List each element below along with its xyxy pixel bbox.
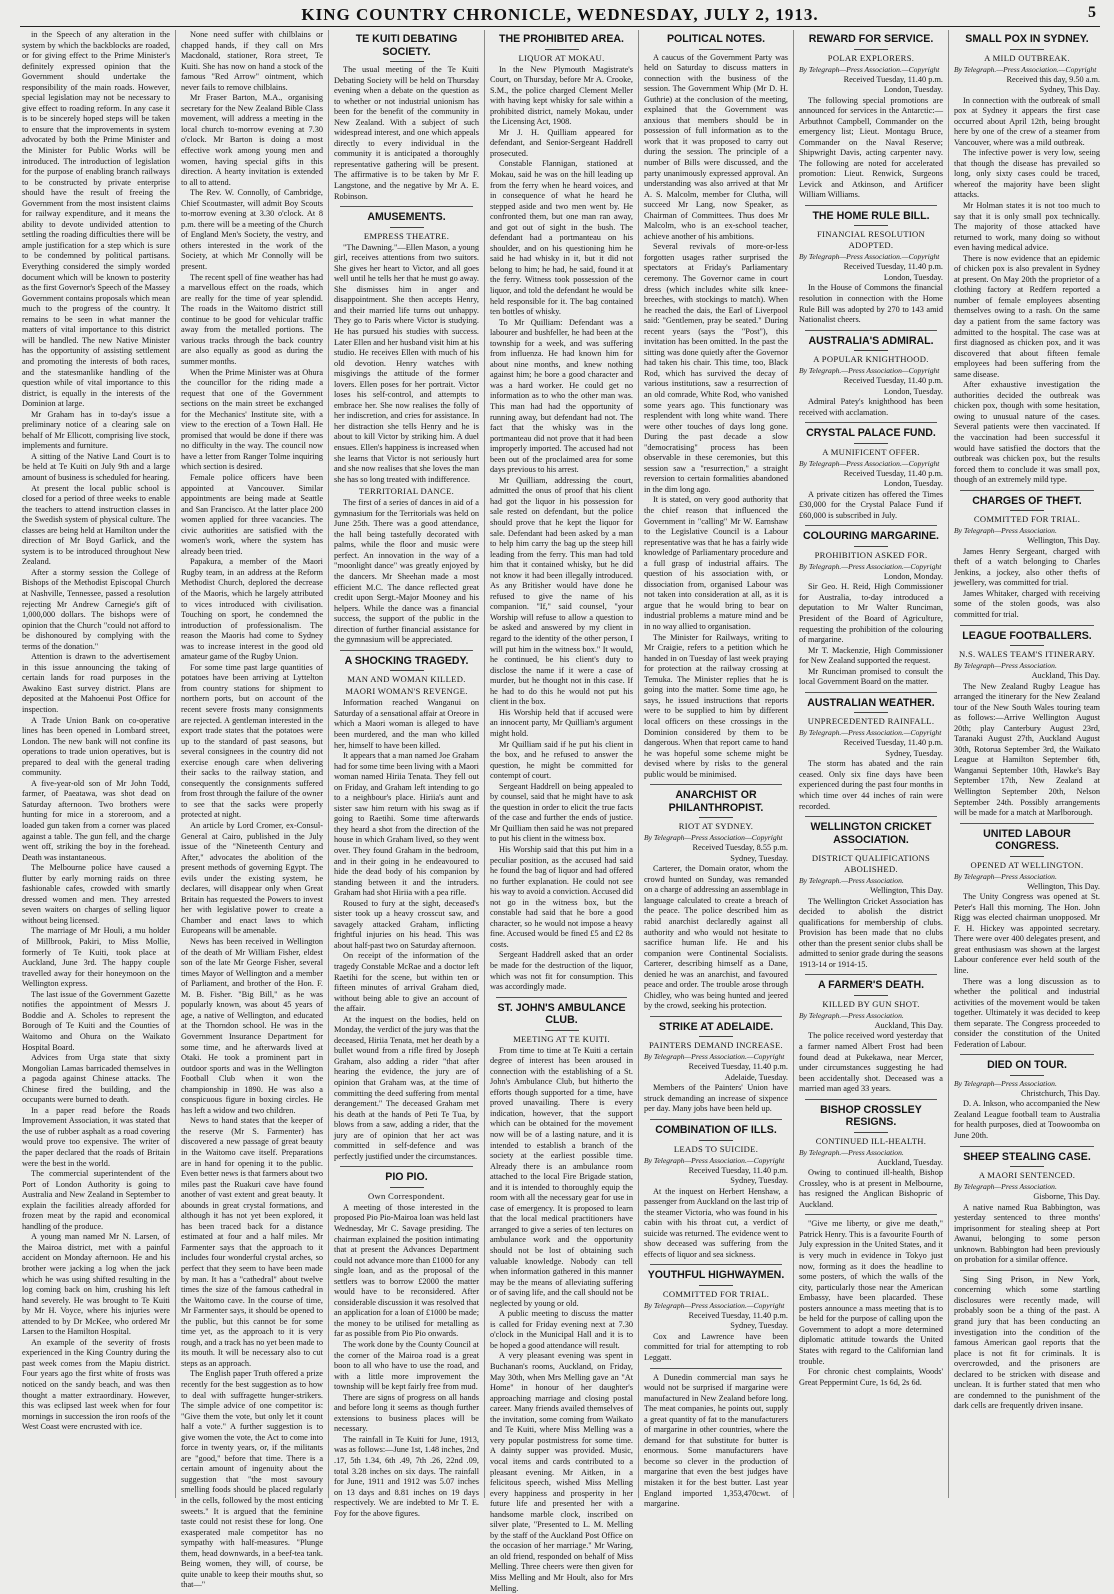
column-3 xyxy=(334,30,479,1518)
paragraph: At the inquest on Herbert Henshaw, a passenger from Auckland on the last trip of the steamer Victoria, who was found in his cabin with his throat cut, a verdict of suicide was returned. The evidence went to show deceased was suffering from the effects of liquor and sea sickness. xyxy=(644,1186,788,1259)
paragraph: Mr Quilliam said if he put his client in the box, and he refused to answer the question, he might be committed for contempt of court. xyxy=(490,739,633,781)
divider xyxy=(854,546,888,547)
paragraph: A meeting of those interested in the proposed Pio Pio-Mairoa loan was held last Wednesday, Mr C. Savage presiding. The chairman explained the position intimating that at present the Advances Department could not advance more than £1000 for any single loan, and as the proposal of the settlers was to borrow £2000 the matter would have to be reconsidered. After considerable discussion it was resolved that an application for a loan of £1000 be made; the money to be utilised for metalling as far as possible from Pio Pio onwards. xyxy=(334,1202,479,1339)
headline: REWARD FOR SERVICE. xyxy=(808,33,934,45)
paragraph: When the Prime Minister was at Ohura the councillor for the riding made a request that one of the Government sections on the main street be exchanged for the Mechanics' Institute site, with a view to the erection of a Town Hall. He promised that would be done if there was no difficulty in the way. The council now have a letter from Ranger Tolme inquiring which section is desired. xyxy=(181,367,323,472)
headline: WELLINGTON CRICKET ASSOCIATION. xyxy=(810,821,932,846)
paragraph: The following special promotions are announced for services in the Antarctic:—Arbuthnot Campbell, Commander on the emergency list; Lieut. Montagu Bruce, Commander on the Naval Reserve; Shipwright Davis, acting carpenter navy. The following are noted for accelerated promotion: Lieut. Renwick, Surgeons Levick and Atkinson, and Artificer William Williams. xyxy=(799,95,943,200)
paragraph: The last issue of the Government Gazette notifies the appointment of Messrs J. Boddie and A. Scholes to represent the Borough of Te Kuiti and the Counties of Waitomo and Ohura on the Waikato Hospital Board. xyxy=(22,989,170,1052)
divider xyxy=(390,61,424,62)
divider xyxy=(805,816,937,817)
dateline: Wellington, This Day. xyxy=(1027,881,1100,891)
paragraph: After a stormy session the College of Bishops of the Methodist Episcopal Church at Nashville, Tennessee, passed a resolution rejecting Mr Andrew Carnegie's gift of 1,000,000 dollars. The bishops were of opinion that the Church "could not afford to be dishonoured by complying with the terms of the donation." xyxy=(22,567,170,651)
divider xyxy=(960,1054,1094,1055)
received-line: Received Tuesday, 11.40 p.m. xyxy=(843,738,943,748)
paragraph: His Worship held that if accused were an innocent party, Mr Quilliam's argument might hold. xyxy=(490,707,633,738)
divider xyxy=(854,225,888,226)
divider xyxy=(1010,645,1044,646)
paragraph: The police received word yesterday that a farmer named Albert Frost had been found dead at Pukekawa, near Mercer, under circumstances suggesting he had been accidentally shot. Deceased was a married man aged 33 years. xyxy=(799,1031,943,1094)
paragraph: Attention is drawn to the advertisement in this issue announcing the taking of certain lands for road purposes in the Awakino East survey district. Plans are deposited at the Mahoenui Post Office for inspection. xyxy=(22,652,170,714)
paragraph: News to hand states that the keeper of the reserve (Mr S. Farmenter) has discovered a new passage of great beauty in the Waitomo cave itself. Preparations are in hand for opening it to the public. Even better news is that farmers about two miles past the Ruakuri cave have found another of vast extent and great beauty. It abounds in great crystal formations, and although it has not yet been explored, it has been traced back for a distance estimated at four and a half miles. Mr Farmenter says that the approach to it includes four wonderful crystal arches, so perfect that they seem to have been made by man. It has a "cathedral" about twelve times the size of the famous cathedral in the Waitomo cave. In the course of time, Mr Farmenter says, it should be opened to the public, but this cannot be for some time yet, as the approach to it is very rough, and a track has no yet been made to its mouth. It will be necessary also to cut steps as an approach. xyxy=(181,1116,323,1368)
byline: By Telegraph—Press Association—Copyright xyxy=(644,833,783,843)
paragraph: None need suffer with chilblains or chapped hands, if they call on Mrs Macdonald, stationer, Rora street, Te Kuiti. She has now on hand a stock of the famous "Red Arrow" ointment, which never fails to remove chilblains. xyxy=(181,30,323,92)
paragraph: A Trade Union Bank on co-operative lines has been opened in Lombard street, London. The new bank will not confine its operations to trade union operatives, but is prepared to deal with the general trading community. xyxy=(22,715,170,778)
paragraph: At present the local public school is closed for a period of three weeks to enable the teachers to attend instruction classes in the Swedish system of physical culture. The classes are being held at Hamilton under the direction of Mr Boyd Garlick, and the system is to be introduced throughout New Zealand. xyxy=(22,483,170,567)
masthead-title: KING COUNTRY CHRONICLE, WEDNESDAY, JULY 2, 1913. xyxy=(301,5,819,24)
byline: By Telegraph—Press Association.—Copyright xyxy=(644,1300,785,1310)
column-4 xyxy=(490,30,633,1593)
byline: By Telegraph.—Press Association.—Copyright xyxy=(799,728,942,738)
subheadline: MAORI WOMAN'S REVENGE. xyxy=(345,686,468,697)
headline: AUSTRALIAN WEATHER. xyxy=(807,696,935,709)
paragraph: The recent spell of fine weather has had a marvellous effect on the roads, which are really for the time of year splendid. The roads in the Waitomo district still continue to be good for vehicular traffic away from the metalled portions. The various tracks through the back country are also equally as good as during the summer months. xyxy=(181,272,323,366)
divider xyxy=(854,849,888,850)
dateline: Auckland, This Day. xyxy=(874,1020,943,1030)
paragraph: The storm has abated and the rain ceased. Only six fine days have been experienced during the past four months in which time over 44 inches of rain were recorded. xyxy=(799,759,943,811)
byline: By Telegraph—Press Association. xyxy=(954,1078,1057,1088)
dateline: London, Tuesday. xyxy=(883,479,943,489)
dateline: Sydney, Tuesday. xyxy=(730,1176,788,1186)
dateline: Sydney, Tuesday. xyxy=(730,1321,788,1331)
paragraph: Mr Graham has in to-day's issue a preliminary notice of a clearing sale on behalf of Mr Ellicott, comprising live stock, implements and furniture. xyxy=(22,409,170,451)
headline: SHEEP STEALING CASE. xyxy=(963,1150,1091,1163)
subheadline: RIOT AT SYDNEY. xyxy=(678,821,754,832)
subheadline: MAN AND WOMAN KILLED. xyxy=(347,674,466,685)
subheadline: KILLED BY GUN SHOT. xyxy=(822,998,920,1009)
dateline: London, Tuesday. xyxy=(883,85,943,94)
paragraph: His Worship said that this put him in a peculiar position, as the accused had said he found the bag of liquor and had offered no further explanation. He could not see his way to avoid a conviction. Accused did not go in the witness box, but the constable had said that he bore a good character, so he would not impose a heavy fine. Accused would be fined £5 and £2 8s costs. xyxy=(490,844,633,949)
dateline: Auckland, Tuesday. xyxy=(877,1157,943,1167)
subheadline: OPENED AT WELLINGTON. xyxy=(970,859,1084,870)
paragraph: For chronic chest complaints, Woods' Great Peppermint Cure, 1s 6d, 2s 6d. xyxy=(799,1367,943,1387)
dateline: Adelaide, Tuesday. xyxy=(724,1072,788,1082)
paragraph: Papakura, a member of the Maori Rugby team, in an address at the Reform Methodist Church, deplored the decrease of the Maoris, which he largely attributed to vices introduced with civilisation. Touching on sport, he condemned the introduction of professionalism. The reason the Maoris had come to Sydney was to increase interest in the good old amateur game of the Rugby Union. xyxy=(181,557,323,662)
divider xyxy=(805,1099,937,1100)
headline: DIED ON TOUR. xyxy=(987,1059,1067,1072)
headline: COLOURING MARGARINE. xyxy=(803,530,939,543)
byline: By Telegraph.—Press Association—Copyright xyxy=(799,366,940,376)
divider xyxy=(390,670,424,671)
paragraph: In a paper read before the Roads Improvement Association, it was stated that the use of rubber asphalt as a road covering would prove too expensive. The writer of the paper declared that the roads of Britain were the best in the world. xyxy=(22,1105,170,1168)
subheadline: MEETING AT TE KUITI. xyxy=(513,1033,610,1044)
paragraph: A private citizen has offered the Times £30,000 for the Crystal Palace Fund if £60,000 is subscribed in July. xyxy=(799,489,943,520)
byline: By Telegraph.—Press Association. xyxy=(799,876,904,886)
divider xyxy=(1010,1075,1044,1076)
subheadline: PROHIBITION ASKED FOR. xyxy=(814,549,928,560)
divider xyxy=(699,1036,733,1037)
byline: By Telegraph.—Press Association. xyxy=(799,1010,904,1020)
headline: UNITED LABOUR CONGRESS. xyxy=(983,827,1071,853)
subheadline: POLAR EXPLORERS. xyxy=(827,52,915,63)
divider xyxy=(340,650,473,651)
divider xyxy=(1010,1166,1044,1167)
divider xyxy=(699,1285,733,1286)
paragraph: Carterer, the Domain orator, whom the crowd hunted on Sunday, was remanded on a charge of addressing an assemblage in language calculated to create a breach of the peace. The police described him as rabid anarchist declaredly against all authority and who would not hesitate to sacrifice human life. He and his companion were Continental Socialists. Carterer, describing himself as a Dane, denied he was an anarchist, and favoured peace and order. The trouble arose through Chidley, who was being hunted and jeered by the crowd, seeking his protection. xyxy=(644,864,788,1011)
paragraph: In connection with the outbreak of small pox at Sydney it appears the first case occurred about April 12th, being brought here by one of the crew of a steamer from Vancouver, where was a mild outbreak. xyxy=(954,95,1100,147)
paragraph: An article by Lord Cromer, ex-Consul-General at Cairo, published in the July issue of the "Nineteenth Century and After," advocates the abolition of the present methods of governing Egypt. The evils under the existing system, he declares, will disappear only when Great Britain has requested the Powers to invest her with legislative power to create a Chamber and enact laws to which Europeans will be amenable. xyxy=(181,821,323,936)
byline: By Telegraph—Press Association. xyxy=(954,526,1057,536)
byline: By Telegraph—Press Association.—Copyright xyxy=(644,1052,785,1062)
dateline: Sydney, Tuesday. xyxy=(730,853,788,863)
paragraph: The Unity Congress was opened at St. Peter's Hall this morning. The Hon. John Rigg was elected chairman unopposed. Mr F. H. Hickey was appointed secretary. There were over 400 delegates present, and great enthusiasm was shown at the largest Labour conference ever held south of the line. xyxy=(954,892,1100,975)
paragraph: There are signs of progress on all hands and before long it seems as though further extensions to business places will be necessary. xyxy=(334,1392,479,1434)
paragraph: An example of the severity of frosts experienced in the King Country during the past week comes from the Mapiu district. Four years ago the first white of frosts was noticed on the sandy beach, and was then thought a matter extraordinary. However, this was eclipsed last week when for four mornings in succession the iron roofs of the West Coast were encrusted with ice. xyxy=(22,1337,170,1432)
paragraph: News has been received in Wellington of the death of Mr William Fisher, eldest son of the late Mr George Fisher, several times Mayor of Wellington and a member of Parliament, and brother of the Hon. F. M. B. Fisher. "Big Bill," as he was popularly known, was about 45 years of age, a native of Wellington, and educated at the Thorndon school. He was in the Government Insurance Department for some time, and he afterwards lived at Otaki. He took a prominent part in outdoor sports and was in the Wellington Football Club when it won the championship in 1890. He was also a conspicuous figure in boxing circles. He has left a widow and two children. xyxy=(181,937,323,1115)
divider xyxy=(805,422,937,423)
paragraph: The marriage of Mr Houli, a mu holder of Millbrook, Pakiri, to Miss Mollie, formerly of Te Kuiti, took place at Auckland, June 3rd. The happy couple travelled away for their honeymoon on the Wellington express. xyxy=(22,926,170,989)
divider xyxy=(390,227,424,228)
divider xyxy=(960,625,1094,626)
dateline: London, Tuesday. xyxy=(883,386,943,396)
divider xyxy=(545,1030,579,1031)
subheadline: A MUNIFICENT OFFER. xyxy=(822,446,920,457)
paragraph: The commercial superintendent of the Port of London Authority is going to Australia and New Zealand in September to explain the facilities already afforded for frozen meat by the rapid and economical handling of the produce. xyxy=(22,1169,170,1231)
subheadline: EMPRESS THEATRE. xyxy=(363,230,450,241)
divider xyxy=(854,712,888,713)
paragraph: To Mr Quilliam: Defendant was a labourer and bushfeller, he had been at the township for a week, and was suffering from influenza. He had known him for about nine months, and knew nothing against him; he bore a good character and was a hard worker. He could get no information as to who the other man was. This man had had the opportunity of running away, but defendant had not. The fact that the whisky was in the portmanteau did not prove that it had been improperly imported. The accused had not been out of the proclaimed area for some days previous to his arrest. xyxy=(490,317,633,475)
headline: POLITICAL NOTES. xyxy=(666,33,766,45)
divider xyxy=(805,525,937,526)
paragraph: A five-year-old son of Mr John Todd, farmer, of Paeatawa, was shot dead on Saturday afternoon. Two brothers were hunting for mice in a storeroom, and a loaded gun taken from a corner was placed against a table. The gun fell, and the charge went off, striking the boy in the forehead. Death was instantaneous. xyxy=(22,778,170,862)
paragraph: "The Dawning."—Ellen Mason, a young girl, receives attentions from two suitors. She gives her heart to Victor, and all goes well until he tells her that he must go away. She dismisses him in anger and disappointment. She then accepts Henry, and their married life turns out unhappy. They go to Paris where Victor is studying. He has pursued his studies with success. Later Ellen and her husband visit him at his studio. He receives Ellen with much of his old devotion. Henry watches with misgivings the attitude of the former lovers. Ellen poses for her portrait. Victor loses his self-control, and attempts to embrace her. She now realises the folly of her indiscretion, and cries for assistance. In her distraction she tells Henry and he is about to kill Victor by striking him. A duel ensues. Ellen's happiness is increased when she learns that Victor is not seriously hurt and she now realises that she loves the man she has so long treated with indifference. xyxy=(334,242,479,484)
byline: By Telegraph—Press Association. xyxy=(954,1182,1057,1192)
dateline: Sydney, Tuesday. xyxy=(885,748,943,758)
paragraph: The rainfall in Te Kuiti for June, 1913, was as follows:—June 1st, 1.48 inches, 2nd .17, 5th 1.34, 6th .49, 7th .26, 22nd .09, total 3.28 inches on six days. The rainfall for June, 1911 and 1912 was 5.07 inches on 13 days and 8.81 inches on 19 days respectively. We are indebted to Mr T. E. Foy for the above figures. xyxy=(334,1434,479,1518)
subheadline: N.S. WALES TEAM'S ITINERARY. xyxy=(958,649,1095,660)
subheadline: DISTRICT QUALIFICATIONS ABOLISHED. xyxy=(811,853,931,875)
paragraph: It is stated, on very good authority that the chief reason that influenced the Government in "calling" Mr W. Earnshaw to the Legislative Council is a Labour representative was that he has a fairly wide knowledge of Parliamentary procedure and a full grasp of industrial affairs. The question of his association with, or dissociation from, organised Labour was not taken into consideration at all, as it is argue that he would bring to bear on industrial problems a mature mind and be in no way allied to organisation. xyxy=(644,495,788,632)
subheadline: PAINTERS DEMAND INCREASE. xyxy=(649,1040,783,1051)
headline: LEAGUE FOOTBALLERS. xyxy=(962,629,1092,642)
subheadline: COMMITTED FOR TRIAL. xyxy=(662,1288,770,1299)
paragraph: The Melbourne police have caused a flutter by early morning raids on three fashionable cafes, crowded with smartly dressed women and men. They arrested seven waiters on charges of selling liquor without being licensed. xyxy=(22,863,170,925)
paragraph: "Give me liberty, or give me death," Patrick Henry. This is a favourite Fourth of July expression in the United States, and it is very much in evidence in Tokyo just now, forming as it does the headline to some posters, of which the walls of the city, particularly those near the American Embassy, have been placarded. These posters announce a mass meeting that is to be held for the purpose of calling upon the Government to adopt a more determined diplomatic attitude towards the United States with regard to the Californian land trouble. xyxy=(799,1219,943,1366)
paragraph: A native named Rua Babbington, was yesterday sentenced to three months' imprisonment for stealing sheep at Port Awanui, belonging to some person unknown. Babbington had been previously on probation for a similar offence. xyxy=(954,1202,1100,1265)
headline: SMALL POX IN SYDNEY. xyxy=(965,33,1089,45)
headline: AUSTRALIA'S ADMIRAL. xyxy=(808,334,934,347)
paragraph: James Whitaker, charged with receiving some of the stolen goods, was also committed for trial. xyxy=(954,588,1100,620)
column-rule xyxy=(793,30,794,1498)
column-5 xyxy=(644,30,788,1509)
paragraph: For some time past large quantities of potatoes have been arriving at Lyttelton from country stations for shipment to northern ports, but on account of the recent severe frosts many consignments are rejected. A gentleman interested in the export trade states that the potatoes were up to the standard of past seasons, but several consignees in the country did not exercise enough care when delivering their sacks to the railway station, and consequently the consignments suffered from frost through the failure of the owner to see that the sacks were properly protected at night. xyxy=(181,662,323,820)
received-line: Received Tuesday, 8.55 p.m. xyxy=(692,843,788,853)
divider xyxy=(854,1132,888,1133)
paragraph: James Henry Sergeant, charged with theft of a watch belonging to Charles Jenkins, a jockey, also other thefts of jewellery, was committed for trial. xyxy=(954,546,1100,588)
divider xyxy=(805,330,937,331)
headline: STRIKE AT ADELAIDE. xyxy=(658,1020,774,1033)
divider xyxy=(854,995,888,996)
divider xyxy=(1010,510,1044,511)
headline: A SHOCKING TRAGEDY. xyxy=(344,654,469,667)
masthead xyxy=(20,4,1100,27)
divider xyxy=(854,49,888,50)
received-line: Received Tuesday, 11.40 p.m. xyxy=(843,468,943,478)
dateline: London, Monday. xyxy=(883,571,943,581)
received-line: Received Tuesday, 11.40 p.m. xyxy=(843,262,943,272)
paragraph: In the House of Commons the financial resolution in connection with the Home Rule Bill was adopted by 270 to 143 amid Nationalist cheers. xyxy=(799,283,943,325)
divider xyxy=(854,350,888,351)
paragraph: Cox and Lawrence have been committed for trial for attempting to rob Leggatt. xyxy=(644,1331,788,1362)
column-1 xyxy=(22,30,170,1498)
column-rule xyxy=(484,30,485,1498)
paragraph: After exhaustive investigation the authorities decided the outbreak was chicken pox, though with some hesitation, owing to unusual nature of the cases. Several patients were then vaccinated. If the vaccination had been successful it would have satisfied the doctors that the outbreak was chicken pox, but the results forced them to conclude it was small pox, though of an extremely mild type. xyxy=(954,380,1100,485)
subheadline: A MILD OUTBREAK. xyxy=(984,52,1070,63)
divider xyxy=(390,1187,424,1188)
divider xyxy=(699,1140,733,1141)
headline: THE PROHIBITED AREA. xyxy=(499,33,624,45)
paragraph: A caucus of the Government Party was held on Saturday to discuss matters in connection with the business of the session. The Government Whip (Mr D. H. Guthrie) at the conclusion of the meeting, explained that the Government was anxious that members should be in possession of full information as to the work that it was proposed to carry out during the session. The principle of a number of Bills were discussed, and the party unanimously expressed approval. An understanding was also arrived at that Mr A. S. Malcolm, member for Clutha, will succeed Mr Lang, now Speaker, as Chairman of Committees. Thus does Mr Malcolm, who is an ex-school teacher, achieve another of his ambitions. xyxy=(644,52,788,241)
headline: BISHOP CROSSLEY RESIGNS. xyxy=(820,1103,922,1129)
dateline: Wellington, This Day. xyxy=(870,886,943,896)
divider xyxy=(960,1146,1094,1147)
paragraph: in the Speech of any alteration in the system by which the backblocks are roaded, or for giving effect to the Prime Minister's definitely expressed opinion that the Government should undertake the responsibility of the main roads. However, special legislation may not be necessary to give effect to roading reform. In any case it is to be sincerely hoped steps will be taken to ensure that the improvements in system advocated by both the Prime Minister and the Minister for Public Works will be introduced. The introduction of legislation for the purpose of enabling branch railways to be constructed by private enterprise should have the result of freeing the Government from the most insistent claims for railway expenditure, and it means the ability to devote undivided attention to settling the roading difficulties there will be ample justification for a step which is sure to be condemned by political partisans. Everything considered the simply worded document which will be known to posterity as the first Governor's Speech of the Massey Government contains proposals which mean much to the progress of the country. It remains to be seen in what manner the matters of vital importance to this district will be handled. The new Native Minister has the opportunity of assisting settlement and promoting the interests of both races, and the statesmanlike handling of the question while of vital importance to this district, is equally in the interests of the Dominion at large. xyxy=(22,30,170,409)
byline: By Telegraph—Press Association. xyxy=(954,661,1057,671)
headline: AMUSEMENTS. xyxy=(367,211,446,224)
headline: YOUTHFUL HIGHWAYMEN. xyxy=(647,1269,785,1282)
paragraph: A sitting of the Native Land Court is to be held at Te Kuiti on July 9th and a large amount of business is scheduled for hearing. xyxy=(22,451,170,482)
headline: THE HOME RULE BILL. xyxy=(812,209,930,222)
divider xyxy=(1010,856,1044,857)
column-rule xyxy=(638,30,639,1498)
divider xyxy=(650,1119,782,1120)
subheadline: LEADS TO SUICIDE. xyxy=(673,1143,759,1154)
paragraph: A young man named Mr N. Larsen, of the Mairoa district, met with a painful accident on Monday afternoon. He and his brother were jacking a log when the jack which he was using shifted resulting in the log coming back on him, crushing his left hand severely. He was brought to Te Kuiti by Mr H. Voyce, where his injuries were attended to by Dr McKee, who ordered Mr Larsen to the Hamilton Hospital. xyxy=(22,1232,170,1337)
subheadline: TERRITORIAL DANCE. xyxy=(358,486,455,497)
paragraph: Mr J. H. Quilliam appeared for defendant, and Senior-Sergeant Haddrell prosecuted. xyxy=(490,127,633,158)
paragraph: There was a long discussion as to whether the political and industrial activities of the movement would be taken together. Ultimately it was decided to keep them separate. The Congress proceeded to consider the constitution of the United Federation of Labour. xyxy=(954,976,1100,1049)
subheadline: CONTINUED ILL-HEALTH. xyxy=(815,1135,927,1146)
column-2 xyxy=(181,30,323,1590)
paragraph: The Rev. W. Connolly, of Cambridge, Chief Scoutmaster, will admit Boy Scouts to-morrow evening at 3.30 o'clock. At 8 p.m. there will be a meeting of the Church of England Men's Society, the vestry, and others interested in the work of the Society, at which Mr Connolly will be present. xyxy=(181,188,323,272)
paragraph: The English paper Truth offered a prize recently for the best suggestion as to how to deal with suffragette hunger-strikers. The simple advice of one competitor is: "Give them the vote, but only let it count half a vote." A further suggestion is to give women the vote, the Act to come into force in twenty years, or, if the militants are "good," before that time. There is a certain amount of ingenuity about the suggestion that "the most savoury smelling foods should be placed regularly in the cells, followed by the most enticing sweets." It is argued that the feminine taste could not resist these for long. One exasperated male competitor has no sympathy with half-measures. "Plunge them, head downwards, in a beef-tea tank. Being women, they will, of course, be quite unable to keep their mouths shut, so that—" xyxy=(181,1369,323,1590)
paragraph: Members of the Painters' Union have struck demanding an increase of sixpence per day. Many jobs have been held up. xyxy=(644,1083,788,1114)
paragraph: D. A. Inkson, who accompanied the New Zealand League football team to Australia for health purposes, died at Toowoomba on June 20th. xyxy=(954,1099,1100,1141)
subheadline: A POPULAR KNIGHTHOOD. xyxy=(813,354,929,365)
paragraph: At the inquest on the bodies, held on Monday, the verdict of the jury was that the deceased, Hiriia Tenata, met her death by a bullet wound from a rifle fired by Joseph Graham, also adding a rider "that after hearing the evidence, the jury are of opinion that Graham was, at the time of committing the deed suffering from mental derangement." The deceased Graham met his death at the hands of Peti Te Tua, by blows from a saw, adding a rider, that the jury are of opinion that her act was committed in self-defence and was perfectly justified under the circumstances. xyxy=(334,1014,479,1161)
divider xyxy=(960,1270,1094,1271)
column-rule xyxy=(175,30,176,1498)
divider xyxy=(805,692,937,693)
divider xyxy=(805,1214,937,1215)
subheadline: LIQUOR AT MOKAU. xyxy=(518,52,605,63)
paragraph: Owing to continued ill-health, Bishop Crossley, who is at present in Melbourne, has resigned the Anglican Bishopric of Auckland. xyxy=(799,1168,943,1209)
paragraph: Sergeant Haddrell asked that an order be made for the destruction of the liquor, which was not fit for consumption. This was accordingly made. xyxy=(490,950,633,992)
divider xyxy=(805,205,937,206)
page-number: 5 xyxy=(1088,4,1096,21)
subheadline: Own Correspondent. xyxy=(367,1190,445,1201)
headline: PIO PIO. xyxy=(385,1171,428,1184)
divider xyxy=(340,1166,473,1167)
headline: TE KUITI DEBATING SOCIETY. xyxy=(355,33,458,58)
paragraph: Mr Runciman promised to consult the local Government Board on the matter. xyxy=(799,666,943,687)
paragraph: Roused to fury at the sight, deceased's sister took up a heavy crosscut saw, and savagely attacked Graham, inflicting frightful injuries on his head. This was about half-past two on Saturday afternoon. xyxy=(334,898,479,950)
subheadline: UNPRECEDENTED RAINFALL. xyxy=(807,716,935,727)
received-line: Received this day, 9.50 a.m. xyxy=(1006,74,1100,84)
divider xyxy=(496,997,627,998)
column-7 xyxy=(954,30,1100,1498)
dateline: Gisborne, This Day. xyxy=(1033,1192,1100,1202)
headline: ST. JOHN'S AMBULANCE CLUB. xyxy=(497,1001,626,1027)
byline: By Telegraph—Press Association.—Copyright xyxy=(799,458,940,468)
byline: By Telegraph—Press Association.—Copyright xyxy=(644,1155,785,1165)
paragraph: A public meeting to discuss the matter is called for Friday evening next at 7.30 o'clock in the Municipal Hall and it is to be hoped a good attendance will result. xyxy=(490,1309,633,1350)
paragraph: Sergeant Haddrell on being appealed to by counsel, said that he might have to ask the question in order to elicit the true facts of the case and further the ends of justice. Mr Quilliam then said he was not prepared to put his client in the witness box. xyxy=(490,781,633,844)
divider xyxy=(545,49,579,50)
dateline: Christchurch, This Day. xyxy=(1020,1088,1100,1098)
paragraph: There is now evidence that an epidemic of chicken pox is also prevalent in Sydney at present. On May 20th the proprietor of a clothing factory at Redfern reported a number of female employees absenting themselves owing to a rash. On the same day a patient from the same factory was admitted to the hospital. The case was at first diagnosed as chicken pox, and it was discovered that about fifteen female employees had been suffering from the same disease. xyxy=(954,253,1100,379)
received-line: Received Tuesday, 11.40 p.m. xyxy=(688,1310,788,1320)
divider xyxy=(805,974,937,975)
dateline: London, Tuesday. xyxy=(883,272,943,282)
byline: By Telegraph.—Press Association. xyxy=(799,1147,904,1157)
headline: CHARGES OF THEFT. xyxy=(972,494,1082,507)
paragraph: Information reached Wanganui on Saturday of a sensational affair at Oreore in which a Maori woman is alleged to have been murdered, and the man who killed her, himself to have been killed. xyxy=(334,698,479,750)
paragraph: A Dunedin commercial man says he would not be surprised if margarine were manufactured in New Zealand before long. The meat companies, he points out, supply a great quantity of fat to the manufacturers of margarine in other countries, where the demand for that substitute for butter is enormous. Some manufacturers have become so clever in the production of margarine that even the best judges have mistaken it for the best butter. Last year England imported 1,353,470cwt. of margarine. xyxy=(644,1372,788,1509)
column-rule xyxy=(948,30,949,1498)
dateline: Auckland, This Day. xyxy=(1031,671,1100,681)
dateline: Sydney, This Day. xyxy=(1039,85,1100,94)
divider xyxy=(650,1264,782,1265)
paragraph: Mr T. Mackenzie, High Commissioner for New Zealand supported the request. xyxy=(799,645,943,666)
received-line: Received Tuesday, 11.40 p.m. xyxy=(843,376,943,386)
byline: By Telegraph—Press Association. xyxy=(954,871,1057,881)
paragraph: Sir Geo. H. Reid, High Commissioner for Australia, to-day introduced a deputation to Mr Walter Runciman, President of the Board of Agriculture, requesting the prohibition of the colouring of margarine. xyxy=(799,582,943,645)
divider xyxy=(650,1016,782,1017)
byline: By Telegraph.—Press Association.—Copyright xyxy=(954,64,1097,74)
paragraph: Mr Quilliam, addressing the court, admitted the onus of proof that his client had got the liquor in his possession for sale rested on defendant, but the police should prove that he kept the liquor for sale. Defendant had been asked by a man to help him carry the bag up the steep hill leading from the ferry. This man had told him that it contained whisky, but he did not know it had been illegally introduced. As any Britisher would have done he refused to give the name of his companion. "If," said counsel, "your Worship will refuse to allow a question to be asked and answered by my client in regard to the identity of the other person, I will put him in the witness box." It would, he continued, be his client's duty to disclose the name if it were a case of murder, but he thought not in this case. If he had to do this he would not put his client in the box. xyxy=(490,475,633,707)
paragraph: From time to time at Te Kuiti a certain degree of interest has been aroused in connection with the establishing of a St. John's Ambulance Club, but hitherto the efforts though supported for a time, have proved unavailing. There is every indication, however, that the support which can be obtained for the movement now will be of a lasting nature, and it is intended to establish a branch of the society at the earliest possible time. Already there is an ambulance room attached to the local Fire Brigade station, and it is intended to thoroughly equip the room with all the necessary gear for use in case of emergency. It is proposed to learn that the local medical practitioners have arranged to give a series of ten lectures on ambulance work and the opportunity should not be lost of obtaining such valuable knowledge. Nobody can tell when information gathered in this manner may be the means of alleviating suffering or of saving life, and the call should not be neglected by young or old. xyxy=(490,1045,633,1308)
headline: COMBINATION OF ILLS. xyxy=(655,1124,777,1137)
paragraph: Mr Holman states it is not too much to say that it is only small pox technically. The majority of those attacked have returned to work, many doing so without even having medical advice. xyxy=(954,200,1100,253)
divider xyxy=(699,49,733,50)
subheadline: COMMITTED FOR TRIAL. xyxy=(973,514,1081,525)
divider xyxy=(960,490,1094,491)
paragraph: Constable Flannigan, stationed at Mokau, said he was on the hill leading up from the ferry when he heard voices, and in consequence of what he heard he stepped aside and two men went by. He confronted them, but one man ran away, and got out of sight in the bush. The defendant had a portmanteau on his shoulder, and on his questioning him he said he had whisky in it, but it did not belong to him; he had, he said, found it at the ferry. Witness took possession of the liquor, and told the defendant he would be held responsible for it. The bag contained ten bottles of whisky. xyxy=(490,159,633,317)
headline: ANARCHIST OR PHILANTHROPIST. xyxy=(668,789,764,814)
divider xyxy=(699,817,733,818)
paragraph: Advices from Urga state that sixty Mongolian Lamas barricaded themselves in a pagoda against Chinese attacks. The Chinese fired the building, and the occupants were burned to death. xyxy=(22,1053,170,1105)
paragraph: Admiral Patey's knighthood has been received with acclamation. xyxy=(799,397,943,417)
paragraph: The work done by the County Council at the corner of the Mairoa road is a great boon to all who have to use the road, and with a little more improvement the township will be kept fairly free from mud. xyxy=(334,1340,479,1392)
paragraph: Female police officers have been appointed at Vancouver. Similar appointments are being made at Seattle and San Francisco. At the latter place 200 women applied for three vacancies. The civic authorities are satisfied with the women's work, where the system has already been tried. xyxy=(181,472,323,556)
divider xyxy=(650,784,782,785)
received-line: Received Tuesday, 11.40 p.m. xyxy=(688,1165,788,1175)
headline: A FARMER'S DEATH. xyxy=(817,979,925,992)
paragraph: Several revivals of more-or-less forgotten usages rather surprised the spectators at Friday's Parliamentary ceremony. The Governor came in court dress (which includes white silk knee-breeches, with stockings to match). When he reached the dais, the Earl of Liverpool said: "Gentlemen, pray be seated." During recent years (says the "Post"), this invitation has been omitted. In the past the sitting was done quietly after the Governor had taken his chair. This time, too, Black Rod, which has survived the decay of various institutions, saw a resurrection of an old comrade, White Rod, who vanished some years ago. This functionary was resplendent with long white wand. There were other touches of days long gone. During the past decade a slow "democratising" process has been observable in these ceremonies, but this session saw a "resurrection," a straight reversion to certain formalities abandoned in the dim long ago. xyxy=(644,242,788,494)
divider xyxy=(1010,49,1044,50)
paragraph: The Minister for Railways, writing to Mr Craigie, refers to a petition which he handed in on Tuesday of last week praying for protection at the railway crossing at Temuka. The Minister replies that he is going into the matter. Some time ago, he says, he issued instructions that reports were to be supplied to him by different local officers on these crossings in the Dominion considered by them to be dangerous. When that report came to hand he was hopeful some scheme might be devised where by risks to the general public would be minimised. xyxy=(644,632,788,779)
divider xyxy=(650,1368,782,1369)
received-line: Received Tuesday, 11.40 p.m. xyxy=(688,1062,788,1072)
dateline: Wellington, This Day. xyxy=(1027,536,1100,546)
paragraph: The infective power is very low, seeing that though the disease has prevailed so long, only sixty cases could be traced, whereof the majority have been slight attacks. xyxy=(954,148,1100,200)
paragraph: The first of a series of dances in aid of a gymnasium for the Territorials was held on June 25th. There was a good attendance, the hall being tastefully decorated with palms, while the floor and music were perfect. An innovation in the way of a "moonlight dance" was greatly enjoyed by the dancers. Mr Sheehan made a most efficient M.C. The dance reflected great credit upon Sergt.-Major Mooney and his helpers. While the dance was a financial success, the support of the public in the direction of further financial assistance for the gymnasium will be appreciated. xyxy=(334,498,479,645)
paragraph: Sing Sing Prison, in New York, concerning which some startling disclosures were recently made, will probably soon be a thing of the past. A grand jury that has been conducting an investigation into the condition of the famous American gaol reports that the place is not fit for criminals. It is overcrowded, and the prisoners are declared to be stricken with disease and unclean. It is further stated that men who are condemned to the punishment of the dark cells are frequently driven insane. xyxy=(954,1274,1100,1411)
paragraph: The usual meeting of the Te Kuiti Debating Society will be held on Thursday evening when a debate on the question as to whether or not industrial unionism has been for the benefit of the community in New Zealand. With a subject of such widespread interest, and one which appeals directly to every individual in the community it is anticipated a thoroughly representative gathering will be present. The affirmative is to be taken by Mr F. Langstone, and the negative by Mr A. E. Robinson. xyxy=(334,65,479,201)
byline: By Telegraph.—Press Association.—Copyright xyxy=(799,561,942,571)
column-6 xyxy=(799,30,943,1498)
subheadline: FINANCIAL RESOLUTION ADOPTED. xyxy=(816,229,926,251)
paragraph: In the New Plymouth Magistrate's Court, on Thursday, before Mr A. Crooke, S.M., the police charged Clement Meller with having kept whisky for sale within a prohibited district, namely Mokau, under the Licensing Act, 1908. xyxy=(490,64,633,127)
paragraph: The Wellington Cricket Association has decided to abolish the district qualifications for membership of clubs. Provision has been made that no clubs other than the present senior clubs shall be admitted to senior grade during the seasons 1913-14 or 1914-15. xyxy=(799,896,943,969)
subheadline: A MAORI SENTENCED. xyxy=(978,1170,1076,1181)
received-line: Received Tuesday, 11.40 p.m. xyxy=(843,74,943,84)
column-rule xyxy=(328,30,329,1498)
byline: By Telegraph—Press Association.—Copyright xyxy=(799,252,940,262)
paragraph: On receipt of the information of the tragedy Constable McRae and a doctor left Raetihi for the scene, but within ten or fifteen minutes of arrival Graham died, without being able to give an account of the affair. xyxy=(334,951,479,1014)
divider xyxy=(960,823,1094,824)
paragraph: A very pleasant evening was spent in Buchanan's rooms, Auckland, on Friday, May 30th, when Mrs Melling gave an "At Home" in honour of her daughter's approaching marriage and closing postal career. Many friends availed themselves of the invitation, some coming from Waikato and Te Kuiti, where Miss Melling was a very popular postmistress for some time. A dainty supper was provided. Music, vocal items and cards contributed to a pleasant evening. Mr Aitken, in a felicitous speech, wished Miss Melling every happiness and prosperity in her future life and presented her with a handsome marble clock, inscribed on silver plate, "Presented to L. M. Melling by the staff of the Auckland Post Office on the occasion of her marriage." Mr Waring, an old friend, responded on behalf of Miss Melling. Three cheers were then given for Miss Melling and Mr Hoult, also for Mrs Melling. xyxy=(490,1351,633,1593)
paragraph: Mr Fraser Barton, M.A., organising secretary for the New Zealand Bible Class movement, will address a meeting in the local church to-morrow evening at 7.30 o'clock. Mr Barton is doing a most effective work among young men and women, having special gifts in this direction. A hearty invitation is extended to all to attend. xyxy=(181,93,323,187)
paragraph: It appears that a man named Joe Graham had for some time been living with a Maori woman named Hiriia Tenata. They fell out on Friday, and Graham left intending to go to a neighbour's place. Hiriia's aunt and sister saw him return with his swag as if going to Raetihi. Some time afterwards they heard a shot from the direction of the house in which Graham lived, so they went over. They found Graham in the bedroom, and in their going in he endeavoured to hide the dead body of his companion by standing between it and the intruders. Graham had shot Hiriia with a pea rifle. xyxy=(334,751,479,898)
paragraph: The New Zealand Rugby League has arranged the itinerary for the New Zealand tour of the New South Wales touring team as follows:—Arrive Wellington August 20th; play Canterbury August 23rd, Taranaki August 27th, Auckland August 30th, Rotorua September 3rd, the Waikato League at Hamilton September 6th, Wanganui September 10th, Hawke's Bay September 17th, New Zealand at Wellington September 20th, Nelson September 24th. Possibly arrangements will be made for a match at Marlborough. xyxy=(954,681,1100,818)
byline: By Telegraph—Press Association.—Copyright xyxy=(799,64,940,74)
headline: CRYSTAL PALACE FUND. xyxy=(806,427,936,440)
divider xyxy=(854,443,888,444)
divider xyxy=(340,206,473,207)
